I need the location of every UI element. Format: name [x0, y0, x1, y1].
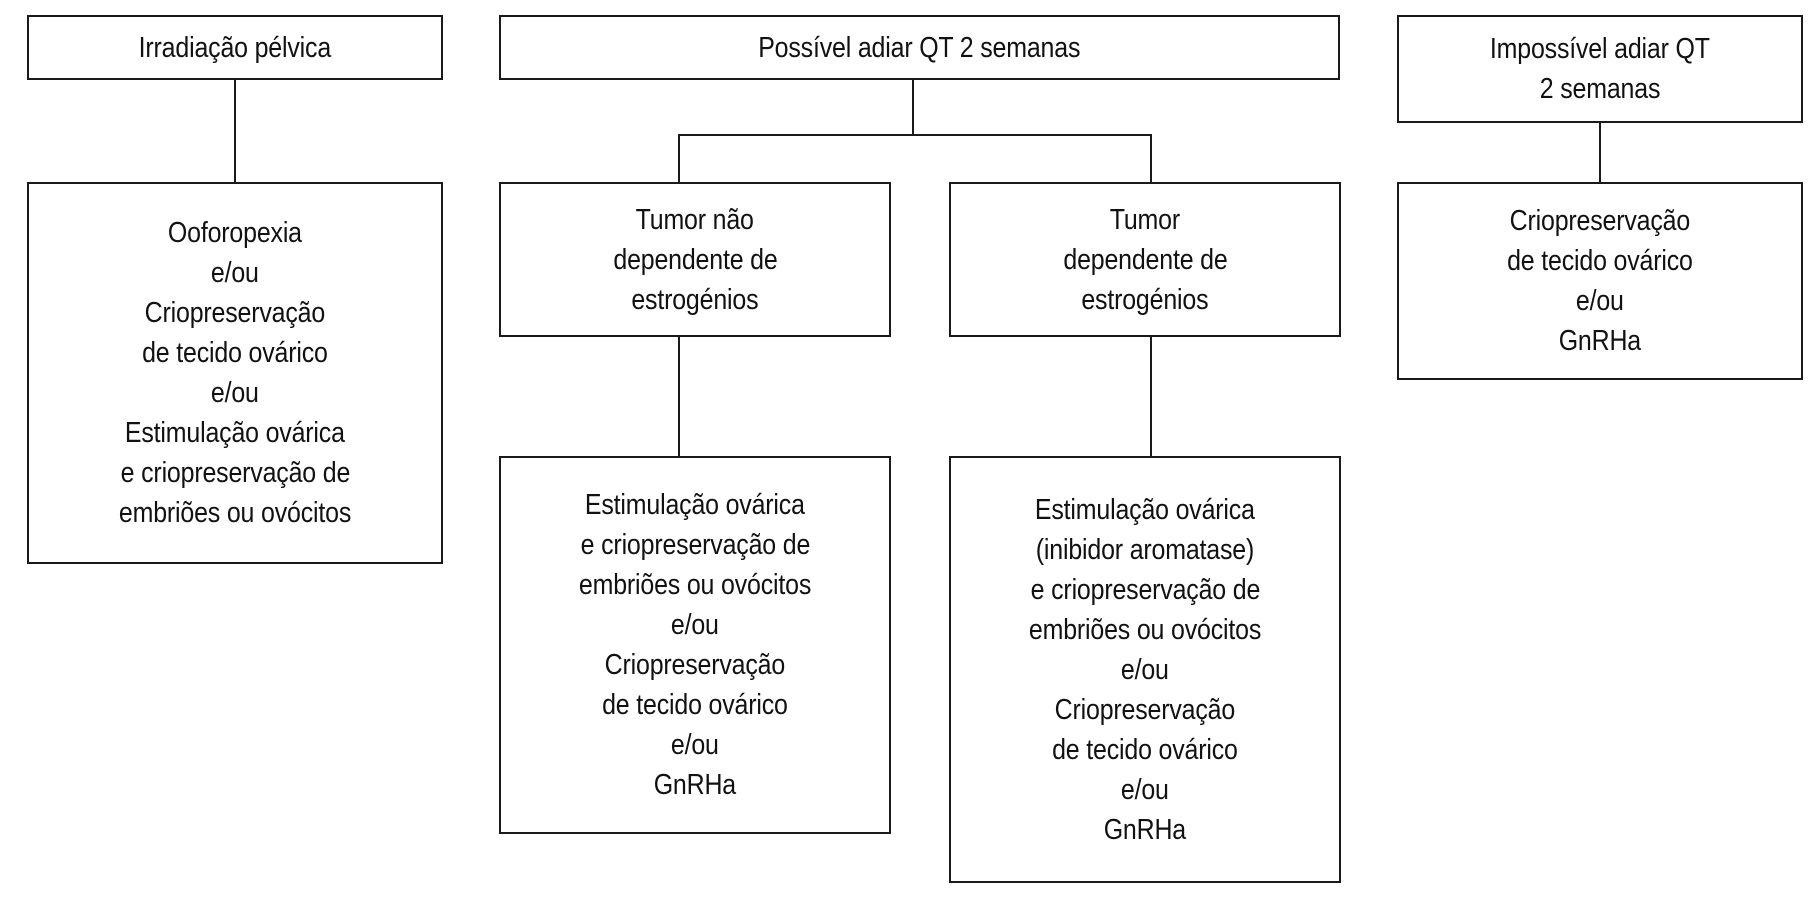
- node-tumor-nao-dependente: [499, 182, 891, 337]
- node-text-line: de tecido ovárico: [142, 337, 328, 369]
- connector-possivel-adiar-branch: [678, 134, 1152, 136]
- node-text-line: dependente de: [612, 243, 778, 276]
- node-text-line: e/ou: [211, 257, 259, 289]
- node-text-line: Ooforopexia: [167, 217, 302, 249]
- node-text-line: e criopreservação de: [1030, 573, 1260, 606]
- connector-possivel-adiar-stem: [912, 80, 914, 136]
- connector-tumor-nao-dependente-to-estimulacao: [678, 337, 680, 456]
- connector-tumor-dependente-to-estimulacao: [1150, 337, 1152, 456]
- connector-impossivel-adiar-to-criopreservacao: [1599, 123, 1601, 182]
- node-text-line: e criopreservação de: [120, 457, 350, 489]
- node-text-line: GnRHa: [653, 769, 737, 801]
- node-text-line: 2 semanas: [1539, 73, 1661, 105]
- node-text-line: e/ou: [671, 729, 719, 761]
- node-text-line: Estimulação ovárica: [585, 489, 805, 521]
- node-text-line: e/ou: [1121, 653, 1169, 686]
- node-text-line: Irradiação pélvica: [138, 31, 332, 64]
- node-tumor-dependente: [949, 182, 1341, 337]
- node-text-line: embriões ou ovócitos: [578, 569, 812, 601]
- node-irradiacao-pelvica: [27, 15, 443, 80]
- node-estimulacao-nao-dependente: [499, 456, 891, 834]
- connector-branch-to-tumor-nao-dependente: [678, 134, 680, 182]
- node-text-line: GnRHa: [1103, 813, 1187, 846]
- node-text-line: e criopreservação de: [580, 529, 810, 561]
- node-text-line: GnRHa: [1558, 325, 1642, 357]
- node-text-line: Criopreservação: [1054, 693, 1236, 726]
- node-text-line: (inibidor aromatase): [1035, 533, 1255, 566]
- connector-branch-to-tumor-dependente: [1150, 134, 1152, 182]
- node-impossivel-adiar-qt: [1397, 15, 1803, 123]
- node-ooforopexia-options: [27, 182, 443, 564]
- node-text-line: dependente de: [1062, 243, 1228, 276]
- node-text-line: Possível adiar QT 2 semanas: [758, 31, 1081, 64]
- node-criopreservacao-tecido: [1397, 182, 1803, 380]
- node-text-line: e/ou: [211, 377, 259, 409]
- node-text-line: e/ou: [1576, 285, 1624, 317]
- node-text-line: de tecido ovárico: [1052, 733, 1238, 766]
- node-text-line: e/ou: [671, 609, 719, 641]
- node-text-line: estrogénios: [631, 283, 759, 316]
- connector-irradiacao-to-ooforopexia: [234, 80, 236, 182]
- node-text-line: de tecido ovárico: [1507, 245, 1693, 277]
- node-text-line: estrogénios: [1081, 283, 1209, 316]
- node-text-line: Tumor: [1109, 203, 1181, 236]
- node-text-line: embriões ou ovócitos: [118, 497, 352, 529]
- node-text-line: de tecido ovárico: [602, 689, 788, 721]
- node-text-line: Criopreservação: [604, 649, 786, 681]
- node-text-line: e/ou: [1121, 773, 1169, 806]
- node-estimulacao-dependente: [949, 456, 1341, 883]
- node-text-line: Tumor não: [635, 203, 755, 236]
- node-text-line: Criopreservação: [144, 297, 326, 329]
- node-text-line: embriões ou ovócitos: [1028, 613, 1262, 646]
- node-text-line: Impossível adiar QT: [1490, 33, 1710, 65]
- node-text-line: Criopreservação: [1509, 205, 1691, 237]
- node-possivel-adiar-qt: [499, 15, 1340, 80]
- node-text-line: Estimulação ovárica: [125, 417, 345, 449]
- node-text-line: Estimulação ovárica: [1035, 493, 1255, 526]
